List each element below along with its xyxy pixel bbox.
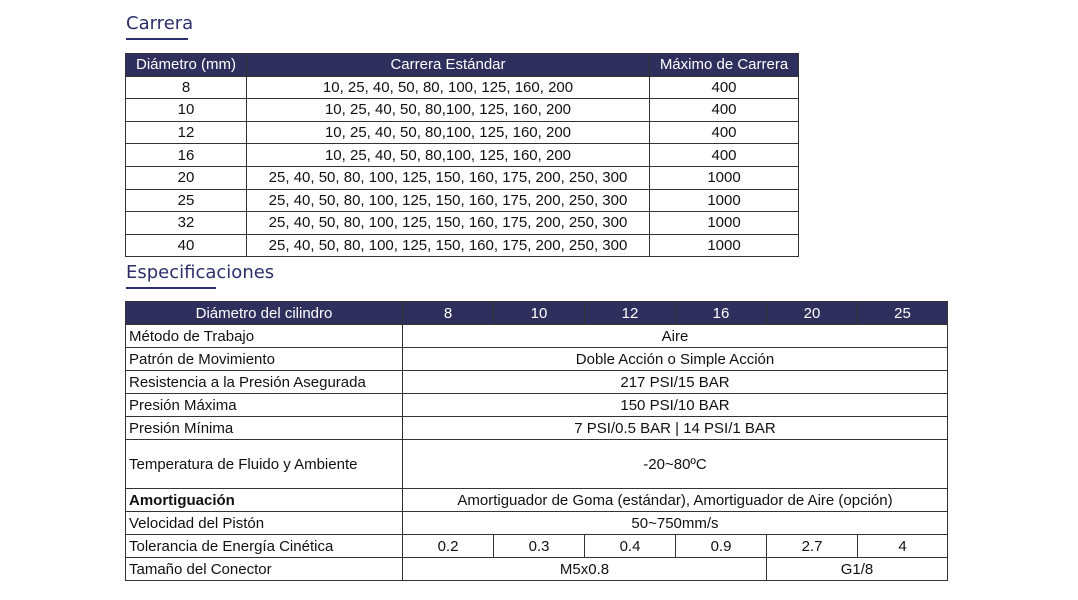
table-row [126,535,948,558]
spec-value: Amortiguador de Goma (estándar), Amortiguador de Aire (opción) [403,489,948,512]
spec-label: Método de Trabajo [126,325,403,348]
spec-label: Presión Mínima [126,417,403,440]
table-row [126,394,948,417]
table-row [126,371,948,394]
table-row [126,489,948,512]
table-row [126,512,948,535]
spec-value: 0.4 [585,535,676,558]
table-row [126,558,948,581]
table-row [126,166,799,189]
spec-value: 0.9 [676,535,767,558]
spec-title-underline [126,287,216,289]
spec-title-text: Especificaciones [126,262,275,283]
table-row [126,212,799,235]
stroke-header-diameter: Diámetro (mm) [126,54,247,77]
spec-value: 217 PSI/15 BAR [403,371,948,394]
stroke-diameter-cell: 8 [126,76,247,99]
spec-label: Amortiguación [126,489,403,512]
stroke-title-text: Carrera [126,13,194,34]
spec-value: 0.2 [403,535,494,558]
stroke-diameter-cell: 12 [126,121,247,144]
spec-header-row [126,302,948,325]
spec-label: Resistencia a la Presión Asegurada [126,371,403,394]
spec-table [125,301,948,581]
stroke-standard-cell: 25, 40, 50, 80, 100, 125, 150, 160, 175, 200, 250, 300 [247,166,650,189]
stroke-max-cell: 1000 [650,189,799,212]
spec-value: 2.7 [767,535,858,558]
spec-header-diameter: 10 [494,302,585,325]
stroke-diameter-cell: 16 [126,144,247,167]
stroke-standard-cell: 25, 40, 50, 80, 100, 125, 150, 160, 175, 200, 250, 300 [247,234,650,257]
stroke-header-standard: Carrera Estándar [247,54,650,77]
table-row [126,234,799,257]
stroke-standard-cell: 25, 40, 50, 80, 100, 125, 150, 160, 175, 200, 250, 300 [247,212,650,235]
stroke-diameter-cell: 32 [126,212,247,235]
spec-value: 7 PSI/0.5 BAR | 14 PSI/1 BAR [403,417,948,440]
spec-header-diameter: 8 [403,302,494,325]
table-row [126,144,799,167]
spec-value: Doble Acción o Simple Acción [403,348,948,371]
stroke-diameter-cell: 10 [126,99,247,122]
stroke-header-max: Máximo de Carrera [650,54,799,77]
spec-label: Patrón de Movimiento [126,348,403,371]
spec-value: 50~750mm/s [403,512,948,535]
stroke-max-cell: 1000 [650,166,799,189]
table-row [126,189,799,212]
table-row [126,417,948,440]
spec-header-diameter: 25 [858,302,948,325]
stroke-standard-cell: 10, 25, 40, 50, 80,100, 125, 160, 200 [247,121,650,144]
stroke-diameter-cell: 40 [126,234,247,257]
spec-section-title [126,262,274,283]
spec-value: Aire [403,325,948,348]
stroke-standard-cell: 10, 25, 40, 50, 80,100, 125, 160, 200 [247,144,650,167]
table-row [126,76,799,99]
stroke-max-cell: 1000 [650,212,799,235]
stroke-diameter-cell: 20 [126,166,247,189]
spec-header-label: Diámetro del cilindro [126,302,403,325]
spec-header-diameter: 16 [676,302,767,325]
spec-value: -20~80ºC [403,440,948,489]
spec-label: Temperatura de Fluido y Ambiente [126,440,403,489]
spec-header-diameter: 20 [767,302,858,325]
stroke-standard-cell: 10, 25, 40, 50, 80, 100, 125, 160, 200 [247,76,650,99]
stroke-header-row [126,54,799,77]
stroke-max-cell: 400 [650,121,799,144]
table-row [126,348,948,371]
stroke-section-title [126,13,193,34]
spec-label: Velocidad del Pistón [126,512,403,535]
spec-label: Presión Máxima [126,394,403,417]
spec-value: 0.3 [494,535,585,558]
spec-label: Tolerancia de Energía Cinética [126,535,403,558]
stroke-max-cell: 400 [650,99,799,122]
stroke-max-cell: 400 [650,76,799,99]
stroke-max-cell: 400 [650,144,799,167]
spec-value: 4 [858,535,948,558]
spec-header-diameter: 12 [585,302,676,325]
spec-value: 150 PSI/10 BAR [403,394,948,417]
stroke-standard-cell: 10, 25, 40, 50, 80,100, 125, 160, 200 [247,99,650,122]
table-row [126,325,948,348]
table-row [126,99,799,122]
stroke-max-cell: 1000 [650,234,799,257]
stroke-table [125,53,799,257]
spec-label: Tamaño del Conector [126,558,403,581]
stroke-standard-cell: 25, 40, 50, 80, 100, 125, 150, 160, 175, 200, 250, 300 [247,189,650,212]
table-row [126,121,799,144]
table-row [126,440,948,489]
spec-value: G1/8 [767,558,948,581]
stroke-diameter-cell: 25 [126,189,247,212]
stroke-title-underline [126,38,188,40]
spec-value: M5x0.8 [403,558,767,581]
